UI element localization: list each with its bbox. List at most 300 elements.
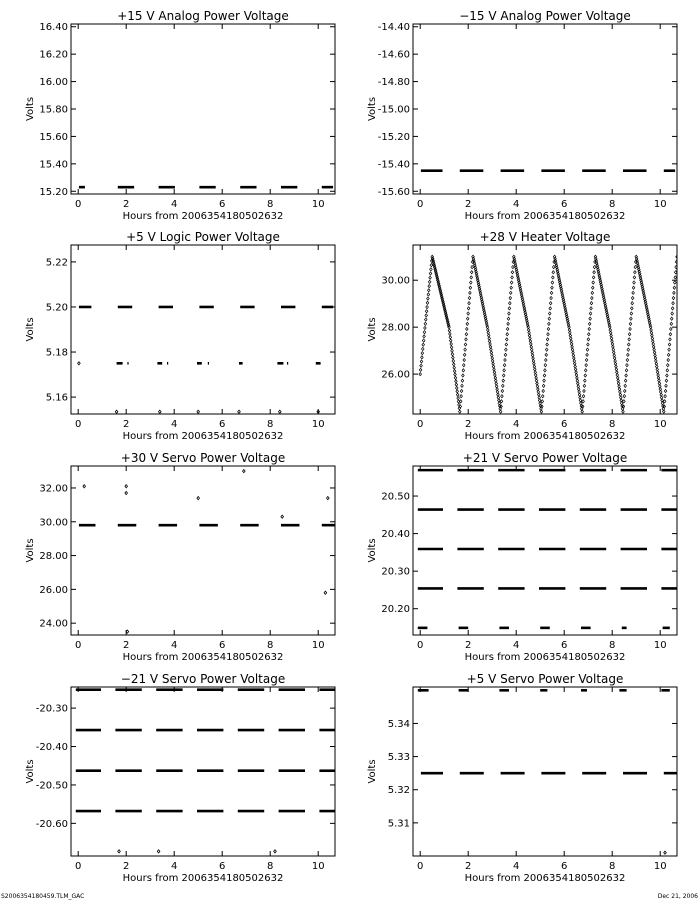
chart-4-data-point [462, 369, 465, 372]
chart-4-data-point [454, 373, 457, 376]
chart-4-data-point [539, 402, 542, 405]
chart-4-data-point [661, 402, 664, 405]
chart-2-ytick-label: -14.80 [377, 77, 410, 89]
chart-1-ylabel: Volts [25, 96, 36, 122]
chart-4-data-point [587, 343, 590, 346]
chart-4-data-point [509, 302, 512, 305]
chart-4-data-point [615, 368, 618, 371]
chart-6-ytick-label: 20.40 [381, 529, 410, 541]
chart-4-data-point [577, 385, 580, 388]
chart-4-data-point [589, 312, 592, 315]
chart-4-data-point [424, 326, 427, 329]
chart-4-data-point [571, 345, 574, 348]
chart-4-data-point [569, 331, 572, 334]
chart-2-xtick-label: 6 [561, 199, 568, 210]
chart-4-data-point [490, 351, 493, 354]
chart-4-data-point [630, 317, 633, 320]
chart-4-data-point [655, 359, 658, 362]
chart-4-data-point [532, 357, 535, 360]
chart-4-data-point [631, 302, 634, 305]
chart-7-xtick-label: 2 [123, 861, 130, 872]
chart-4-data-point [673, 286, 676, 289]
chart-4-data-point [577, 388, 580, 391]
chart-4-data-point [421, 347, 424, 350]
chart-4-data-point [568, 328, 571, 331]
chart-4-data-point [546, 343, 549, 346]
chart-4-data-point [668, 343, 671, 346]
chart-4-data-point [422, 339, 425, 342]
chart-7-xlabel: Hours from 2006354180502632 [122, 873, 284, 884]
chart-4-data-point [530, 342, 533, 345]
chart-8-xtick-label: 2 [465, 861, 472, 872]
chart-5-plot-frame [71, 466, 335, 635]
chart-1-xtick-label: 10 [311, 199, 325, 210]
chart-4-data-point [651, 337, 654, 340]
chart-4-data-point [545, 353, 548, 356]
chart-4-data-point [427, 297, 430, 300]
chart-4-data-point [618, 385, 621, 388]
chart-4-data-point [658, 382, 661, 385]
chart-4-data-point [610, 334, 613, 337]
chart-4-data-point [465, 338, 468, 341]
chart-4-data-point [670, 327, 673, 330]
chart-7-data-point [118, 850, 121, 853]
chart-4-data-point [452, 359, 455, 362]
chart-3-ytick-label: 5.16 [45, 392, 68, 404]
chart-2-plot-frame [413, 24, 677, 194]
chart-4-data-point [651, 334, 654, 337]
chart-6-xtick-label: 6 [561, 640, 568, 651]
chart-4-data-point [469, 286, 472, 289]
chart-4-data-point [666, 364, 669, 367]
chart-4-data-point [460, 395, 463, 398]
chart-4-data-point [587, 338, 590, 341]
chart-4-data-point [451, 353, 454, 356]
chart-6-plot-frame [413, 466, 677, 635]
chart-3-xtick-label: 8 [267, 419, 274, 430]
chart-5-data-point [83, 485, 86, 488]
chart-4-data-point [669, 333, 672, 336]
chart-4-data-point [582, 400, 585, 403]
chart-8-plot-frame [413, 687, 677, 856]
chart-5-ylabel: Volts [25, 538, 36, 563]
chart-4-data-point [653, 348, 656, 351]
chart-4-data-point [627, 348, 630, 351]
chart-4-data-point [496, 388, 499, 391]
chart-4-data-point [490, 348, 493, 351]
chart-4-data-point [628, 338, 631, 341]
chart-5-xtick-label: 10 [311, 640, 325, 651]
chart-4-data-point [509, 296, 512, 299]
chart-4-data-point [506, 327, 509, 330]
chart-4-data-point [528, 331, 531, 334]
chart-4-data-point [459, 405, 462, 408]
chart-4-data-point [510, 281, 513, 284]
chart-4-data-point [585, 364, 588, 367]
chart-7-ytick-label: -20.30 [35, 703, 68, 715]
chart-4-data-point [544, 369, 547, 372]
chart-5-xtick-label: 8 [267, 640, 274, 651]
chart-4-data-point [450, 342, 453, 345]
chart-4-data-point [574, 368, 577, 371]
chart-4-data-point [592, 281, 595, 284]
chart-4-data-point [529, 337, 532, 340]
chart-4-data-point [450, 346, 453, 349]
chart-4-data-point [624, 384, 627, 387]
chart-4-data-point [633, 281, 636, 284]
chart-4-data-point [463, 358, 466, 361]
chart-4-data-point [491, 354, 494, 357]
chart-4-data-point [655, 362, 658, 365]
chart-3-xtick-label: 2 [123, 419, 130, 430]
chart-1-ytick-label: 16.40 [39, 22, 68, 34]
chart-4-data-point [574, 365, 577, 368]
chart-4-data-point [545, 348, 548, 351]
chart-4-data-point [626, 364, 629, 367]
chart-3-ylabel: Volts [25, 317, 36, 342]
chart-3-ytick-label: 5.20 [45, 302, 68, 314]
chart-4-data-point [672, 302, 675, 305]
chart-4-data-point [584, 374, 587, 377]
chart-4-data-point [659, 390, 662, 393]
chart-1-xtick-label: 8 [267, 199, 274, 210]
chart-4-data-point [422, 343, 425, 346]
chart-3-data-point [197, 410, 200, 413]
chart-4-data-point [540, 410, 543, 413]
chart-5-title: +30 V Servo Power Voltage [120, 451, 286, 465]
chart-4-data-point [657, 376, 660, 379]
chart-4-data-point [660, 393, 663, 396]
chart-4-data-point [426, 305, 429, 308]
chart-4-data-point [453, 369, 456, 372]
chart-4-data-point [545, 358, 548, 361]
chart-4-ylabel: Volts [367, 317, 378, 342]
chart-5-ytick-label: 24.00 [39, 618, 68, 630]
chart-4-data-point [619, 393, 622, 396]
chart-4-data-point [456, 390, 459, 393]
chart-4-data-point [538, 396, 541, 399]
chart-4-data-point [660, 396, 663, 399]
chart-5-ytick-label: 26.00 [39, 584, 68, 596]
chart-4-data-point [666, 374, 669, 377]
chart-4-data-point [535, 376, 538, 379]
chart-4-data-point [449, 339, 452, 342]
chart-4-data-point [659, 388, 662, 391]
chart-4-data-point [619, 390, 622, 393]
chart-4-data-point [654, 357, 657, 360]
chart-4-data-point [500, 400, 503, 403]
chart-4-data-point [610, 337, 613, 340]
chart-4-data-point [617, 382, 620, 385]
chart-4-data-point [495, 382, 498, 385]
chart-4-ytick-label: 30.00 [381, 275, 410, 287]
chart-4-data-point [664, 389, 667, 392]
chart-4-data-point [625, 374, 628, 377]
chart-4-data-point [550, 296, 553, 299]
chart-4-data-point [590, 302, 593, 305]
chart-4-data-point [493, 371, 496, 374]
chart-4-data-point [465, 333, 468, 336]
chart-4-data-point [671, 307, 674, 310]
chart-8-data-point [664, 851, 667, 854]
chart-4-data-point [542, 384, 545, 387]
chart-4-data-point [508, 307, 511, 310]
chart-4-data-point [674, 276, 677, 279]
chart-4-data-point [533, 365, 536, 368]
chart-6-xlabel: Hours from 2006354180502632 [464, 652, 626, 663]
chart-6-xtick-label: 2 [465, 640, 472, 651]
chart-4-data-point [512, 265, 515, 268]
chart-4-data-point [448, 329, 451, 332]
chart-4-data-point [570, 342, 573, 345]
chart-4-data-point [428, 280, 431, 283]
footer-filename: S2006354180459.TLM_GAC [1, 893, 85, 900]
chart-4-data-point [494, 373, 497, 376]
chart-7-xtick-label: 6 [219, 861, 226, 872]
chart-4-data-point [449, 332, 452, 335]
chart-4-data-point [462, 364, 465, 367]
chart-4-data-point [628, 333, 631, 336]
chart-4-data-point [451, 349, 454, 352]
chart-8-xlabel: Hours from 2006354180502632 [464, 873, 626, 884]
chart-4-data-point [593, 271, 596, 274]
chart-4-data-point [580, 402, 583, 405]
chart-4-data-point [535, 379, 538, 382]
chart-2-xtick-label: 4 [513, 199, 520, 210]
chart-4-data-point [614, 362, 617, 365]
chart-4-data-point [549, 302, 552, 305]
chart-4-data-point [455, 383, 458, 386]
chart-3-xtick-label: 10 [311, 419, 325, 430]
chart-2-ytick-label: -14.40 [377, 22, 410, 34]
chart-4-data-point [423, 335, 426, 338]
chart-4-data-point [612, 351, 615, 354]
chart-4-data-point [612, 345, 615, 348]
chart-4-data-point [589, 317, 592, 320]
chart-3-xlabel: Hours from 2006354180502632 [122, 431, 284, 442]
chart-4-data-point [492, 362, 495, 365]
chart-4-data-point [551, 286, 554, 289]
chart-4-data-point [536, 382, 539, 385]
chart-4-data-point [576, 376, 579, 379]
chart-4-data-point [547, 333, 550, 336]
chart-4-ytick-label: 28.00 [381, 322, 410, 334]
chart-4-data-point [456, 393, 459, 396]
chart-4-data-point [460, 389, 463, 392]
chart-4-data-point [578, 390, 581, 393]
chart-4-data-point [548, 312, 551, 315]
chart-4-data-point [573, 357, 576, 360]
chart-4-data-point [470, 281, 473, 284]
chart-4-data-point [632, 286, 635, 289]
chart-2-title: −15 V Analog Power Voltage [459, 9, 631, 23]
chart-4-data-point [547, 327, 550, 330]
chart-4-data-point [609, 328, 612, 331]
chart-2-xtick-label: 0 [417, 199, 424, 210]
chart-2-xtick-label: 10 [653, 199, 667, 210]
chart-4-data-point [509, 291, 512, 294]
chart-5-xlabel: Hours from 2006354180502632 [122, 652, 284, 663]
chart-4-data-point [501, 395, 504, 398]
chart-5-data-point [281, 515, 284, 518]
chart-4-data-point [588, 333, 591, 336]
chart-4-data-point [629, 322, 632, 325]
chart-4-data-point [625, 369, 628, 372]
chart-2-ytick-label: -15.60 [377, 186, 410, 198]
chart-4-data-point [664, 395, 667, 398]
chart-5-ytick-label: 30.00 [39, 517, 68, 529]
chart-4-data-point [614, 359, 617, 362]
chart-6-title: +21 V Servo Power Voltage [462, 451, 628, 465]
chart-4-data-point [425, 310, 428, 313]
chart-1-xtick-label: 0 [75, 199, 82, 210]
chart-5-data-point [327, 497, 330, 500]
chart-4-data-point [457, 397, 460, 400]
chart-4-data-point [650, 328, 653, 331]
chart-8-xtick-label: 4 [513, 861, 520, 872]
chart-4-data-point [511, 271, 514, 274]
chart-4-xtick-label: 10 [653, 419, 667, 430]
chart-4-data-point [537, 390, 540, 393]
chart-4-data-point [668, 348, 671, 351]
chart-4-data-point [670, 317, 673, 320]
chart-3-data-point [238, 410, 241, 413]
chart-4-data-point [631, 296, 634, 299]
chart-4-data-point [467, 312, 470, 315]
chart-4-data-point [421, 352, 424, 355]
chart-4-data-point [667, 358, 670, 361]
chart-4-data-point [620, 396, 623, 399]
chart-4-data-point [652, 342, 655, 345]
chart-4-data-point [613, 357, 616, 360]
chart-4-data-point [502, 379, 505, 382]
chart-4-data-point [581, 410, 584, 413]
chart-4-data-point [620, 402, 623, 405]
chart-4-data-point [462, 374, 465, 377]
chart-4-data-point [592, 276, 595, 279]
chart-4-data-point [577, 382, 580, 385]
chart-4-data-point [552, 271, 555, 274]
chart-6-xtick-label: 0 [417, 640, 424, 651]
chart-4-data-point [424, 318, 427, 321]
chart-4-data-point [659, 385, 662, 388]
chart-4-data-point [502, 384, 505, 387]
chart-7-data-point [157, 850, 160, 853]
chart-4-ytick-label: 26.00 [381, 369, 410, 381]
chart-4-data-point [463, 353, 466, 356]
chart-4-data-point [542, 389, 545, 392]
chart-8-xtick-label: 0 [417, 861, 424, 872]
chart-4-data-point [585, 358, 588, 361]
chart-5-data-point [197, 497, 200, 500]
chart-4-data-point [455, 386, 458, 389]
chart-4-data-point [633, 276, 636, 279]
chart-5-data-point [324, 591, 327, 594]
chart-4-data-point [667, 353, 670, 356]
chart-4-data-point [507, 322, 510, 325]
chart-4-data-point [452, 363, 455, 366]
chart-1-xlabel: Hours from 2006354180502632 [122, 211, 284, 222]
chart-3-title: +5 V Logic Power Voltage [126, 230, 280, 244]
chart-2-ytick-label: -15.40 [377, 159, 410, 171]
chart-6-ylabel: Volts [367, 538, 378, 563]
chart-6-ytick-label: 20.50 [381, 491, 410, 503]
chart-4-data-point [537, 393, 540, 396]
chart-4-data-point [529, 340, 532, 343]
chart-4-data-point [584, 369, 587, 372]
chart-4-data-point [544, 364, 547, 367]
chart-4-data-point [654, 354, 657, 357]
chart-1-xtick-label: 2 [123, 199, 130, 210]
chart-4-data-point [504, 353, 507, 356]
footer-date: Dec 21, 2006 [657, 893, 698, 900]
chart-4-data-point [497, 393, 500, 396]
chart-4-data-point [613, 354, 616, 357]
chart-4-data-point [467, 307, 470, 310]
chart-4-data-point [627, 343, 630, 346]
chart-7-xtick-label: 8 [267, 861, 274, 872]
chart-3-data-point [78, 362, 81, 365]
chart-4-data-point [487, 331, 490, 334]
chart-4-data-point [488, 340, 491, 343]
chart-4-data-point [665, 379, 668, 382]
chart-4-data-point [454, 376, 457, 379]
chart-4-data-point [541, 395, 544, 398]
chart-4-data-point [424, 322, 427, 325]
chart-4-data-point [576, 379, 579, 382]
chart-2-ylabel: Volts [367, 96, 378, 122]
chart-4-data-point [655, 365, 658, 368]
chart-4-data-point [452, 356, 455, 359]
chart-4-plot-frame [413, 245, 677, 414]
chart-4-data-point [425, 314, 428, 317]
chart-4-data-point [570, 340, 573, 343]
chart-4-data-point [466, 327, 469, 330]
chart-4-data-point [537, 388, 540, 391]
chart-4-data-point [464, 343, 467, 346]
chart-4-data-point [459, 410, 462, 413]
chart-5-ytick-label: 28.00 [39, 551, 68, 563]
chart-3-data-point [115, 410, 118, 413]
chart-5-data-point [125, 485, 128, 488]
chart-6-xtick-label: 4 [513, 640, 520, 651]
chart-1-ytick-label: 16.20 [39, 49, 68, 61]
chart-4-data-point [618, 388, 621, 391]
chart-3-data-point [279, 410, 282, 413]
chart-4-xtick-label: 0 [417, 419, 424, 430]
chart-4-data-point [494, 379, 497, 382]
chart-4-data-point [616, 373, 619, 376]
chart-2-xtick-label: 2 [465, 199, 472, 210]
chart-4-data-point [549, 307, 552, 310]
chart-4-data-point [491, 359, 494, 362]
chart-4-data-point [573, 359, 576, 362]
chart-4-data-point [663, 410, 666, 413]
chart-7-ylabel: Volts [25, 759, 36, 784]
chart-4-data-point [449, 336, 452, 339]
chart-1-ytick-label: 15.80 [39, 104, 68, 116]
chart-4-data-point [534, 368, 537, 371]
chart-4-data-point [620, 399, 623, 402]
chart-4-data-point [499, 410, 502, 413]
chart-4-data-point [622, 410, 625, 413]
chart-1-title: +15 V Analog Power Voltage [117, 9, 289, 23]
chart-4-data-point [487, 334, 490, 337]
chart-4-data-point [551, 281, 554, 284]
chart-2-xtick-label: 8 [609, 199, 616, 210]
chart-4-data-point [626, 358, 629, 361]
chart-4-data-point [505, 338, 508, 341]
